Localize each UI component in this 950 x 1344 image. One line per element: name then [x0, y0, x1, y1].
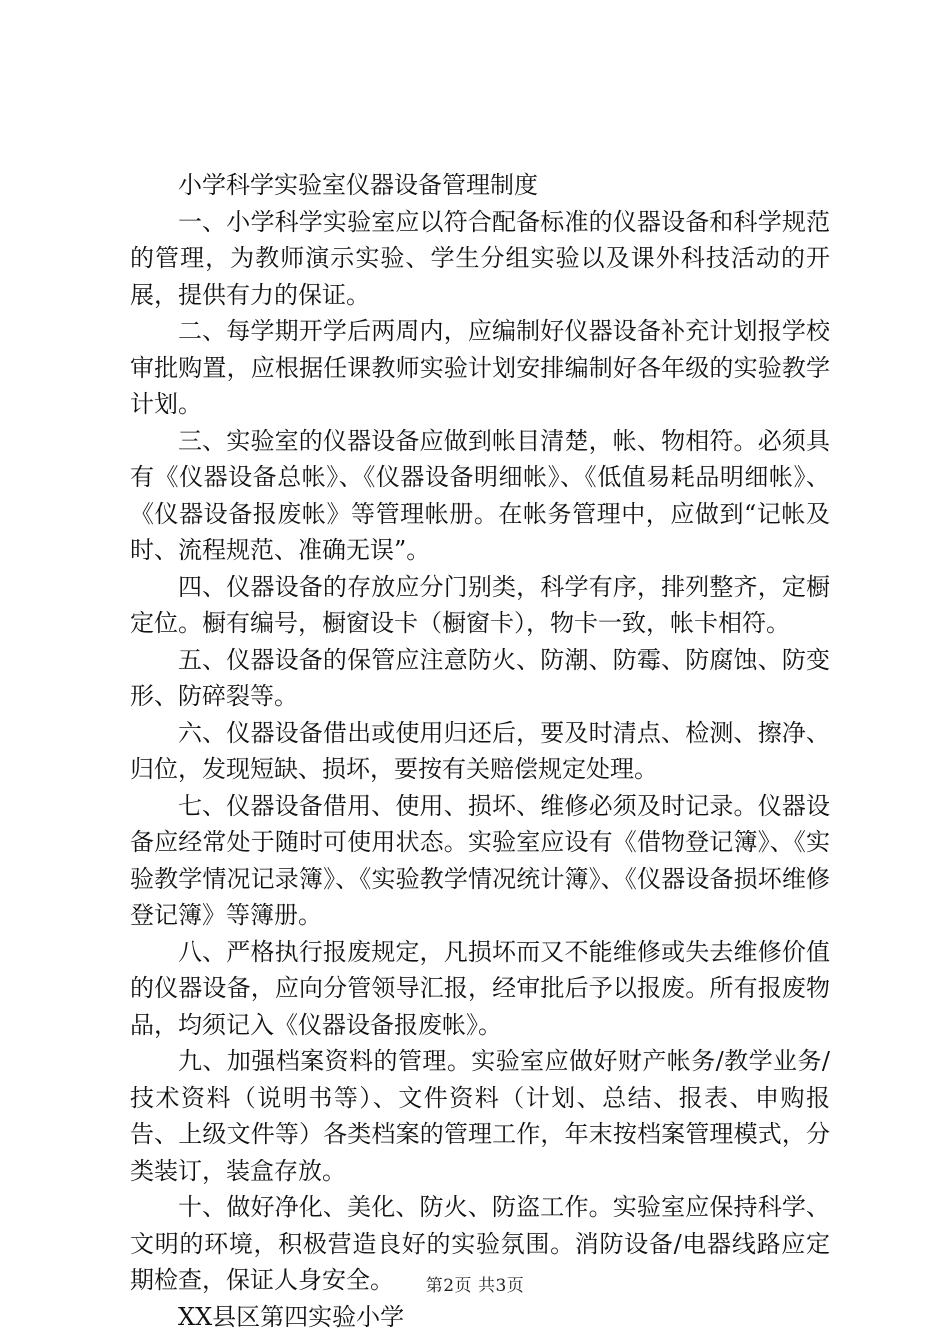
paragraph-6: 六、仪器设备借出或使用归还后，要及时清点、检测、擦净、归位，发现短缺、损坏，要按有关赔偿规定处理。 — [130, 718, 830, 783]
paragraph-7: 七、仪器设备借用、使用、损坏、维修必须及时记录。仪器设备应经常处于随时可使用状态。实验室应设有《借物登记簿》、《实验教学情况记录簿》、《实验教学情况统计簿》、《仪器设备损坏维修登记簿》等簿册。 — [130, 791, 830, 929]
paragraph-4: 四、仪器设备的存放应分门别类，科学有序，排列整齐，定橱定位。橱有编号，橱窗设卡（橱窗卡），物卡一致，帐卡相符。 — [130, 572, 830, 637]
paragraph-5: 五、仪器设备的保管应注意防火、防潮、防霉、防腐蚀、防变形、防碎裂等。 — [130, 645, 830, 710]
paragraph-3: 三、实验室的仪器设备应做到帐目清楚，帐、物相符。必须具有《仪器设备总帐》、《仪器设备明细帐》、《低值易耗品明细帐》、《仪器设备报废帐》等管理帐册。在帐务管理中，应做到“记帐及时、流程规范、准确无误”。 — [130, 426, 830, 564]
paragraph-10: 十、做好净化、美化、防火、防盗工作。实验室应保持科学、文明的环境，积极营造良好的实验氛围。消防设备/电器线路应定期检查，保证人身安全。 — [130, 1193, 830, 1294]
signature: XX县区第四实验小学 — [178, 1302, 405, 1331]
document-title: 小学科学实验室仪器设备管理制度 — [178, 171, 538, 199]
paragraph-1: 一、小学科学实验室应以符合配备标准的仪器设备和科学规范的管理，为教师演示实验、学生分组实验以及课外科技活动的开展，提供有力的保证。 — [130, 207, 830, 309]
page-number: 第2页 共3页 — [425, 1276, 525, 1296]
paragraph-2: 二、每学期开学后两周内，应编制好仪器设备补充计划报学校审批购置，应根据任课教师实验计划安排编制好各年级的实验教学计划。 — [130, 317, 830, 418]
paragraph-8: 八、严格执行报废规定，凡损坏而又不能维修或失去维修价值的仪器设备，应向分管领导汇报，经审批后予以报废。所有报废物品，均须记入《仪器设备报废帐》。 — [130, 937, 830, 1039]
document-body — [130, 167, 830, 1335]
paragraph-9: 九、加强档案资料的管理。实验室应做好财产帐务/教学业务/技术资料（说明书等）、文件资料（计划、总结、报表、申购报告、上级文件等）各类档案的管理工作，年末按档案管理模式，分类装订，装盒存放。 — [130, 1047, 830, 1185]
